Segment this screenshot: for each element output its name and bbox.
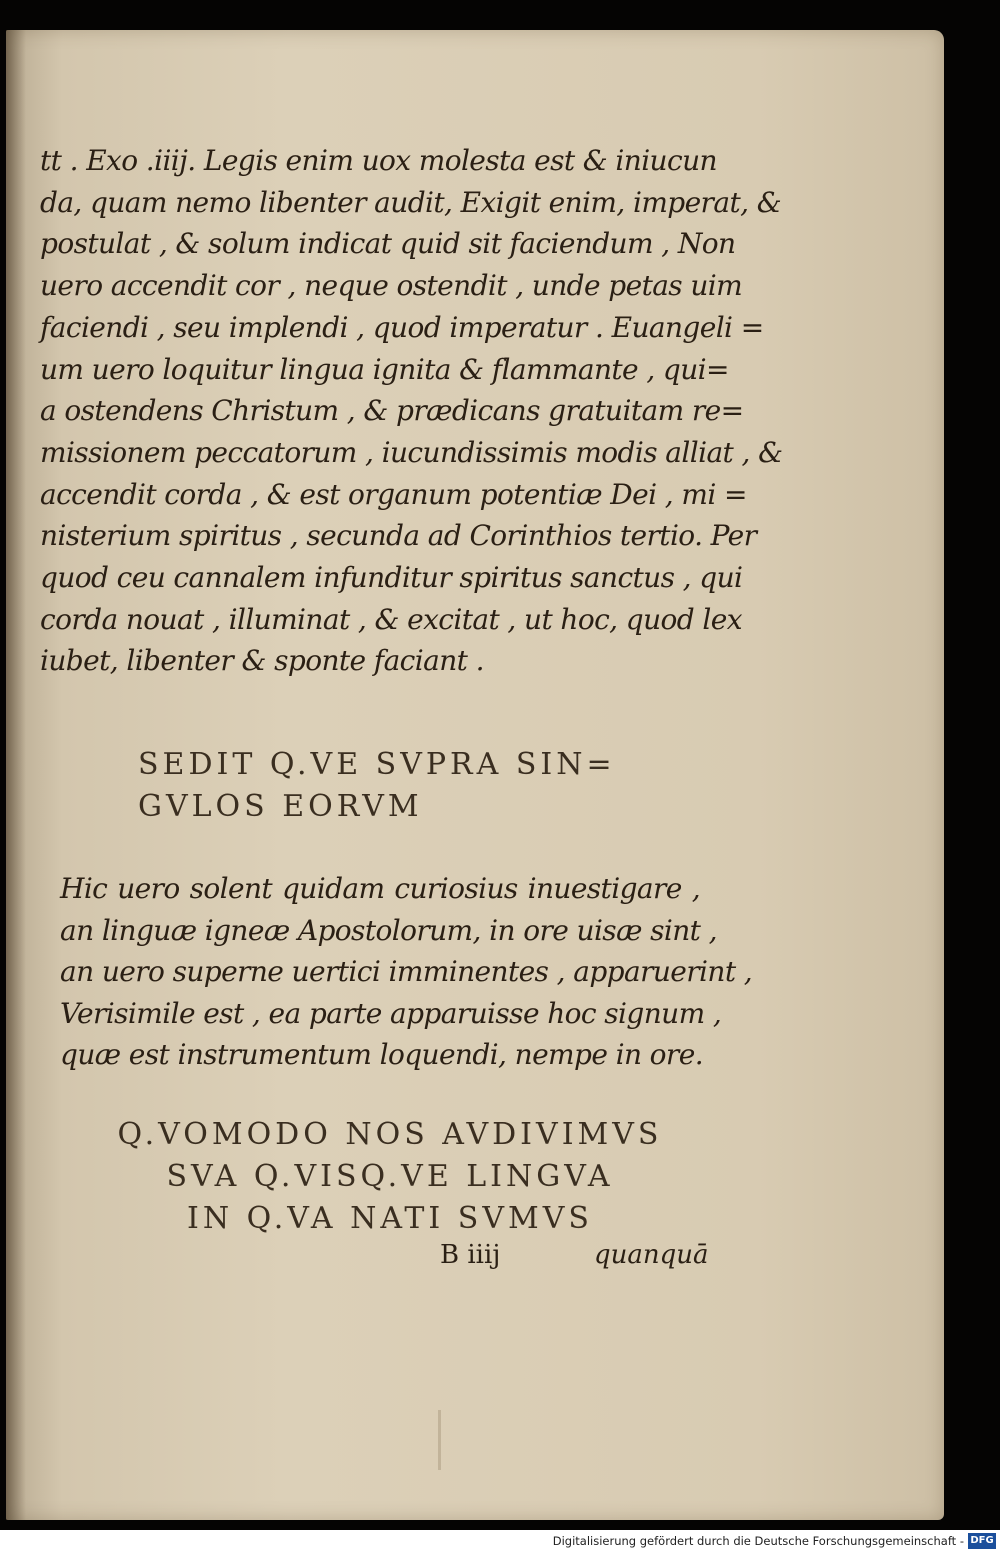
text-line: nisterium spiritus , secunda ad Corinthios tertio. Per bbox=[40, 519, 757, 553]
text-line: Verisimile est , ea parte apparuisse hoc signum , bbox=[60, 996, 722, 1030]
text-line: an linguæ igneæ Apostolorum, in ore uisæ sint , bbox=[60, 913, 717, 947]
heading-line: SVA Q.VISQ.VE LINGVA bbox=[166, 1159, 614, 1194]
text-line-last: iubet, libenter & sponte faciant . bbox=[40, 644, 484, 678]
text-line: tt . Exo .iiij. Legis enim uox molesta est & iniucun bbox=[40, 144, 717, 177]
catchword: quanquā bbox=[594, 1240, 709, 1270]
heading-line: IN Q.VA NATI SVMVS bbox=[187, 1201, 593, 1236]
section-heading-2 bbox=[90, 1114, 690, 1240]
dfg-logo-icon: DFG bbox=[968, 1533, 996, 1549]
signature-mark: B iiij bbox=[440, 1240, 501, 1270]
binding-mark bbox=[438, 1410, 441, 1470]
text-line: da, quam nemo libenter audit, Exigit enim, imperat, & bbox=[40, 185, 782, 219]
heading-line: GVLOS EORVM bbox=[138, 789, 423, 824]
text-line-last: quæ est instrumentum loquendi, nempe in ore. bbox=[60, 1038, 703, 1071]
text-line: Hic uero solent quidam curiosius inuestigare , bbox=[60, 872, 700, 905]
body-text-2 bbox=[60, 868, 753, 1076]
text-line: uero accendit cor , neque ostendit , unde petas uim bbox=[40, 269, 743, 303]
heading-line: Q.VOMODO NOS AVDIVIMVS bbox=[117, 1117, 663, 1152]
heading-line: SEDIT Q.VE SVPRA SIN= bbox=[138, 747, 616, 782]
body-text bbox=[40, 140, 783, 682]
text-line: missionem peccatorum , iucundissimis modis alliat , & bbox=[40, 435, 783, 469]
text-line: um uero loquitur lingua ignita & flammante , qui= bbox=[40, 352, 729, 386]
text-line: accendit corda , & est organum potentiæ Dei , mi = bbox=[40, 477, 747, 511]
text-line: postulat , & solum indicat quid sit faciendum , Non bbox=[40, 227, 736, 261]
text-line: a ostendens Christum , & prædicans gratuitam re= bbox=[40, 394, 744, 428]
footer-text: Digitalisierung gefördert durch die Deutsche Forschungsgemeinschaft - bbox=[552, 1534, 964, 1548]
text-line: quod ceu cannalem infunditur spiritus sanctus , qui bbox=[40, 561, 743, 595]
text-line: faciendi , seu implendi , quod imperatur . Euangeli = bbox=[40, 310, 764, 344]
footer-bar bbox=[0, 1530, 1000, 1553]
text-line: corda nouat , illuminat , & excitat , ut hoc, quod lex bbox=[40, 602, 742, 636]
section-heading-1 bbox=[138, 744, 616, 828]
text-line: an uero superne uertici imminentes , apparuerint , bbox=[60, 955, 753, 988]
